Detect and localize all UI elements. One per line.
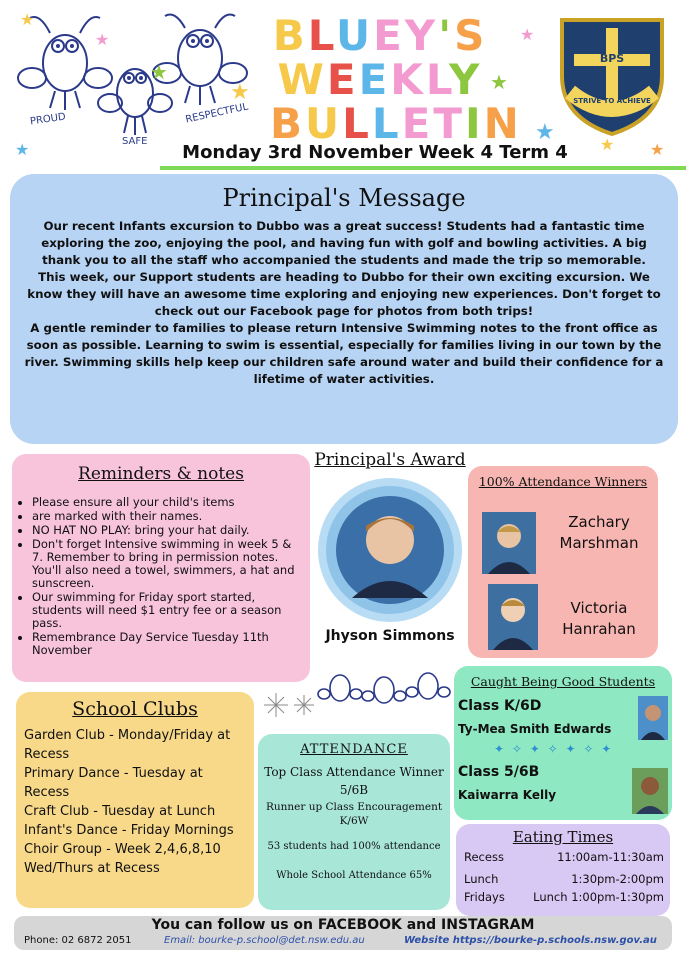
title-letter: B [272, 11, 308, 60]
award-student-photo [326, 486, 454, 614]
star-icon: ★ [15, 140, 30, 159]
title-text [270, 99, 522, 148]
list-item: Garden Club - Monday/Friday at Recess [24, 728, 231, 762]
footer-contact [14, 934, 672, 948]
title-letter: B [270, 99, 306, 148]
list-item: Craft Club - Tuesday at Lunch [24, 804, 216, 819]
principal-message-heading: Principal's Message [222, 184, 466, 212]
list-item: • NO HAT NO PLAY: bring your hat daily. [32, 524, 300, 537]
list-item: • Don't forget Intensive swimming in week 5 & 7. Remember to bring in permission notes. You'll also need a towel, swimmers, a hat and sunscreen. [32, 538, 300, 590]
sparkle-stars-decoration: ✦ ✧ ✦ ✧ ✦ ✧ ✦ [494, 742, 614, 756]
crest-shield-icon [556, 14, 668, 138]
green-rule [160, 166, 686, 170]
top-class-label: Top Class Attendance Winner [264, 765, 444, 779]
winner-photo-2 [488, 584, 538, 650]
award-photo-frame [326, 486, 454, 614]
top-class-value: 5/6B [339, 783, 369, 797]
title-letter: L [371, 99, 402, 148]
caught-class-2: Class 5/6B [458, 764, 540, 780]
caught-student-1: Ty-Mea Smith Edwards [458, 722, 612, 736]
star-icon: ★ [520, 25, 535, 44]
attendance-card [258, 734, 450, 910]
list-item: • Our swimming for Friday sport started, students will need $1 entry fee or a season pass. [32, 591, 300, 630]
eating-times-table [456, 846, 670, 904]
title-letter: E [326, 55, 359, 104]
fireworks-icon [262, 688, 318, 722]
message-paragraph: This week, our Support students are heading to Dubbo for their own exciting excursion. We know they will have an awesome time exploring and enjoying new experiences. Don't forget to check out our Facebook page for photos from both trips! [27, 270, 661, 318]
winner-photo-1 [482, 512, 536, 574]
list-item: Infant's Dance - Friday Mornings [24, 823, 234, 838]
title-letter: U [305, 99, 343, 148]
winner-last-name: Marshman [559, 534, 639, 552]
value-word-respectful: RESPECTFUL [184, 101, 250, 126]
list-item: • Please ensure all your child's items [32, 496, 300, 509]
value-word-safe: SAFE [122, 136, 148, 147]
list-item: Choir Group - Week 2,4,6,8,10 Wed/Thurs at Recess [24, 842, 221, 876]
star-icon: ★ [20, 10, 35, 29]
caught-being-good-card [454, 666, 672, 820]
attendance-winners-heading: 100% Attendance Winners [478, 474, 648, 489]
award-winner-name: Jhyson Simmons [325, 628, 455, 644]
eating-times-card [456, 824, 670, 916]
runner-up-value: K/6W [339, 815, 369, 827]
title-letter: L [425, 55, 450, 104]
reminders-heading: Reminders & notes [78, 464, 244, 484]
title-letter: E [373, 11, 405, 60]
title-letter: N [483, 99, 522, 148]
eating-times-heading: Eating Times [512, 828, 614, 846]
footer [14, 916, 672, 950]
reminders-list [12, 496, 310, 657]
footer-phone: Phone: 02 6872 2051 [24, 935, 132, 946]
title-letter: S [454, 11, 488, 60]
principal-message-card [10, 174, 678, 444]
winner-first-name: Zachary [568, 513, 630, 531]
footer-email[interactable]: Email: bourke-p.school@det.nsw.edu.au [164, 935, 365, 946]
title-letter: I [465, 99, 484, 148]
star-icon: ★ [535, 120, 555, 145]
principal-message-body [10, 212, 678, 388]
title-line-3 [270, 99, 522, 148]
winner-name-2 [544, 598, 654, 640]
star-icon: ★ [650, 140, 665, 159]
caught-class-1: Class K/6D [458, 698, 542, 714]
crest-letters: BPS [599, 52, 625, 65]
eating-label: Lunch [464, 872, 499, 886]
students-full-attendance: 53 students had 100% attendance [267, 841, 441, 852]
list-item: • Remembrance Day Service Tuesday 11th November [32, 631, 300, 657]
reminders-card [12, 454, 310, 682]
value-word-proud: PROUD [29, 111, 67, 128]
eating-time: 1:30pm-2:00pm [571, 872, 664, 886]
title-letter: T [433, 99, 466, 148]
caught-photo-1 [638, 696, 668, 740]
footer-website[interactable]: Website https://bourke-p.schools.nsw.gov.au [404, 935, 657, 946]
caught-student-2: Kaiwarra Kelly [458, 788, 557, 802]
table-row [464, 890, 664, 904]
list-item: Primary Dance - Tuesday at Recess [24, 766, 203, 800]
attendance-winners-card [468, 466, 658, 658]
title-letter: L [307, 11, 336, 60]
date-line: Monday 3rd November Week 4 Term 4 [182, 142, 568, 163]
lobster-doodles-illustration [316, 662, 456, 712]
principals-award [312, 448, 468, 660]
list-item: • are marked with their names. [32, 510, 300, 523]
table-row [464, 846, 664, 868]
school-clubs-card [16, 692, 254, 908]
title-letter: E [358, 55, 391, 104]
footer-social: You can follow us on FACEBOOK and INSTAGRAM [151, 917, 535, 933]
title-text [278, 55, 483, 104]
eating-time: Lunch 1:00pm-1:30pm [533, 890, 664, 904]
message-paragraph: A gentle reminder to families to please return Intensive Swimming notes to the front office as soon as possible. Learning to swim is essential, especially for families living in our town by the river. Swimming skills help keep our children safe around water and build their confidence for a lifetime of water activities. [24, 321, 664, 386]
whole-school-attendance: Whole School Attendance 65% [276, 870, 432, 881]
eating-label: Recess [464, 850, 504, 864]
title-line-2 [270, 55, 490, 104]
eating-time: 11:00am-11:30am [557, 850, 664, 864]
winner-name-1 [544, 512, 654, 554]
star-icon: ★ [600, 135, 615, 154]
star-icon: ★ [150, 60, 168, 84]
title-text [273, 11, 488, 60]
crest-motto: STRIVE TO ACHIEVE [573, 97, 651, 105]
table-row [464, 868, 664, 890]
star-icon: ★ [95, 30, 110, 49]
title-letter: ' [438, 11, 455, 60]
principals-award-heading: Principal's Award [314, 450, 466, 470]
star-icon: ★ [230, 80, 250, 105]
winner-last-name: Hanrahan [562, 620, 636, 638]
star-icon: ★ [490, 70, 508, 94]
message-paragraph: Our recent Infants excursion to Dubbo was a great success! Students had a fantastic time exploring the zoo, enjoying the pool, and having fun with golf and bowling activities. A big thank you to all the staff who accompanied the students and made the trip so memorable. [41, 219, 647, 267]
caught-being-good-heading: Caught Being Good Students [470, 674, 656, 689]
header [0, 0, 686, 168]
title-line-1 [270, 11, 490, 60]
eating-label: Fridays [464, 890, 505, 904]
school-clubs-heading: School Clubs [72, 698, 198, 720]
title-letter: Y [404, 11, 439, 60]
title-letter: Y [449, 55, 483, 104]
school-clubs-list [16, 720, 254, 878]
school-crest [556, 14, 668, 138]
attendance-heading: ATTENDANCE [300, 742, 408, 757]
caught-photo-2 [632, 768, 668, 814]
title-letter: E [401, 99, 434, 148]
title-letter: L [342, 99, 372, 148]
title-letter: W [277, 55, 327, 104]
title-letter: U [335, 11, 374, 60]
runner-up-label: Runner up Class Encouragement [265, 801, 443, 813]
winner-first-name: Victoria [570, 599, 628, 617]
title-letter: K [390, 55, 426, 104]
bulletin-title [270, 11, 522, 148]
